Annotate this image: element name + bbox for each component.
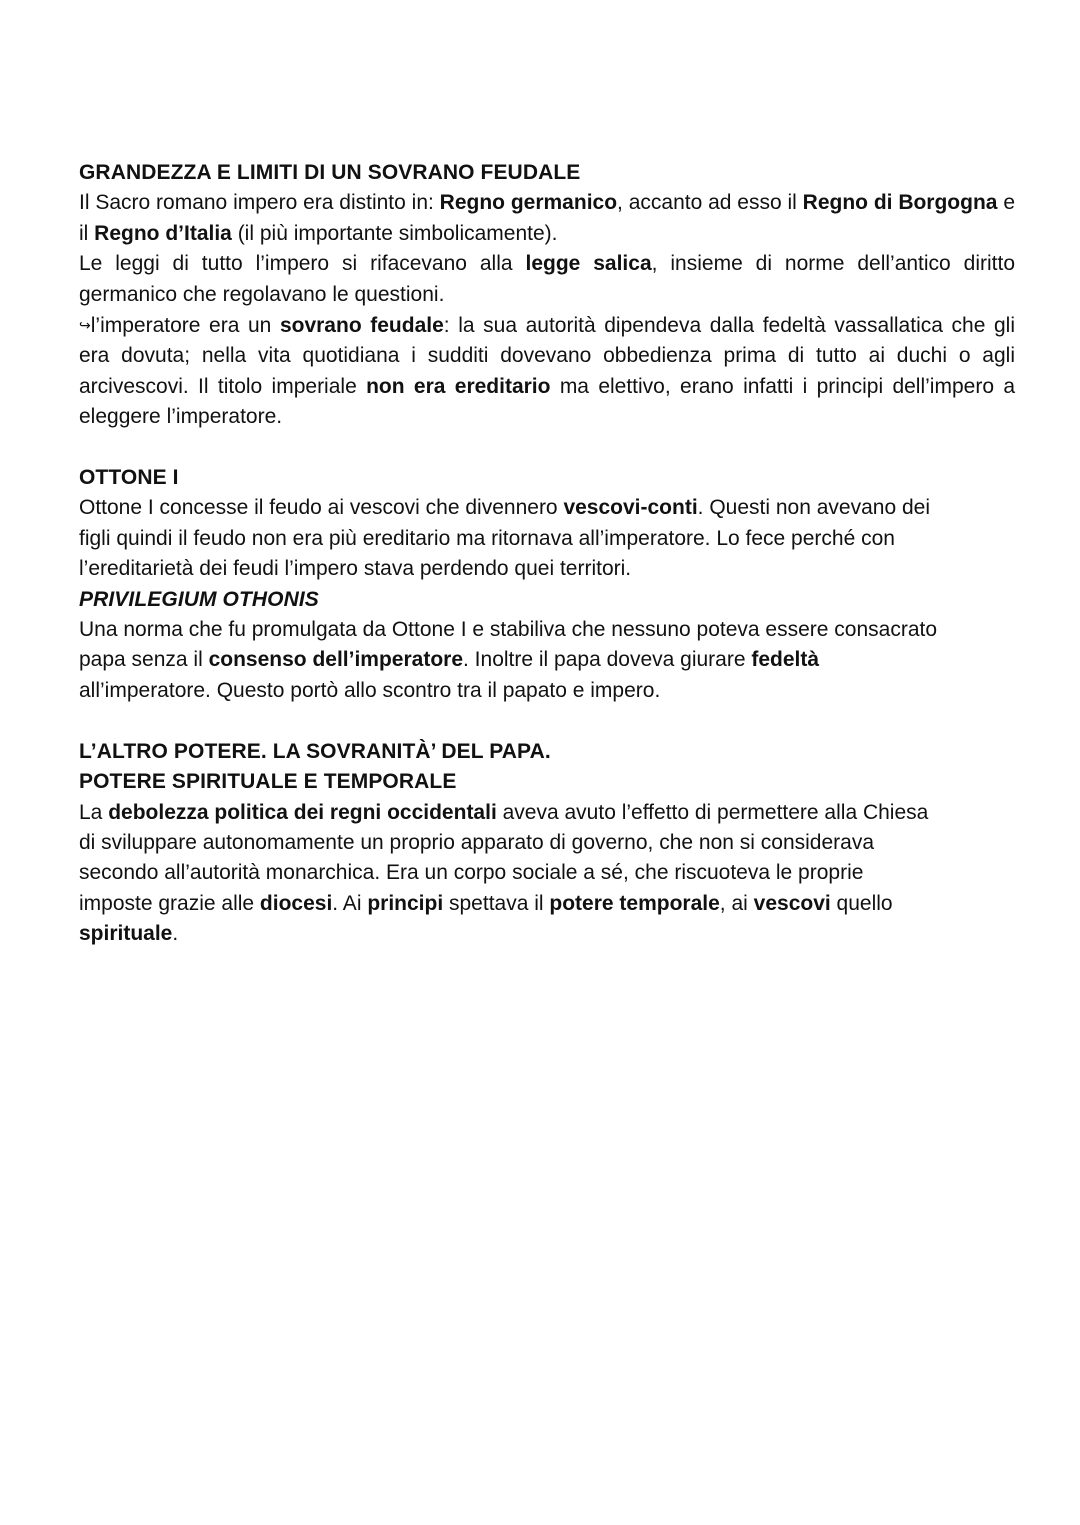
paragraph-imperatore-text <box>79 314 1015 428</box>
text-run: e il <box>79 191 1015 245</box>
text-run: : la sua autorità dipendeva dalla fedeltà vassallatica che gli era dovuta; nella vita quotidiana i sudditi dovevano obbedienza prima di tutto ai duchi o agli arcivescovi. Il titolo imperiale <box>79 314 1015 398</box>
text-run: spettava il <box>443 891 550 915</box>
bold-text: fedeltà <box>751 648 820 672</box>
spacer <box>79 433 1015 463</box>
bold-text: Regno di Borgogna <box>802 191 998 215</box>
text-run: ma elettivo, erano infatti i principi dell’impero a eleggere l’imperatore. <box>79 374 1016 429</box>
section-title-ottone: OTTONE I <box>79 466 179 490</box>
text-run: (il più importante simbolicamente). <box>231 221 558 245</box>
spacer <box>79 706 1015 736</box>
text-run: . Ai <box>332 891 368 915</box>
text-run: . Inoltre il papa doveva giurare <box>463 648 752 672</box>
paragraph-imperatore <box>79 310 1015 433</box>
text-run: . Questi non avevano dei figli quindi il feudo non era più ereditario ma ritornava all’imperatore. Lo fece perché con l’ereditarietà dei feudi l’impero stava perdendo quei territori. <box>79 496 930 581</box>
document-page <box>79 158 1015 950</box>
text-run: Il Sacro romano impero era distinto in: <box>79 191 440 215</box>
text-run: , accanto ad esso il <box>617 191 803 215</box>
text-run: La <box>79 800 109 824</box>
bold-text: spirituale <box>79 922 173 946</box>
bold-text: consenso dell’imperatore <box>208 648 464 672</box>
arrow-icon: ↪ <box>79 317 91 334</box>
bold-text: principi <box>367 891 444 915</box>
text-run: Ottone I concesse il feudo ai vescovi che divennero <box>79 496 564 520</box>
text-run: , ai <box>719 891 754 915</box>
text-run: all’imperatore. Questo portò allo scontro tra il papato e impero. <box>79 678 661 702</box>
bold-text: vescovi <box>753 891 831 915</box>
section-title-sovrano-feudale: GRANDEZZA E LIMITI DI UN SOVRANO FEUDALE <box>79 161 581 184</box>
paragraph-vescovi-conti <box>79 493 937 584</box>
text-run: . <box>172 922 179 946</box>
text-run: aveva avuto l’effetto di permettere alla Chiesa di sviluppare autonomamente un proprio apparato di governo, che non si considerava secondo all’autorità monarchica. Era un corpo sociale a sé, che riscuoteva le proprie imposte grazie alle <box>79 800 929 915</box>
paragraph-chiesa <box>79 798 937 950</box>
bold-text: legge salica <box>525 252 652 276</box>
text-run: Le leggi di tutto l’impero si rifacevano alla <box>79 252 526 276</box>
bold-text: debolezza politica dei regni occidentali <box>108 800 497 824</box>
bold-text: Regno germanico <box>439 191 618 215</box>
text-run: , insieme di norme dell’antico diritto germanico che regolavano le questioni. <box>79 252 1016 306</box>
bold-text: sovrano feudale <box>279 314 444 338</box>
text-run: l’imperatore era un <box>90 314 280 338</box>
bold-text: vescovi-conti <box>563 496 698 520</box>
text-run: quello <box>830 891 893 915</box>
paragraph-legge-salica <box>79 249 1015 310</box>
bold-text: Regno d’Italia <box>94 221 232 245</box>
bold-text: diocesi <box>259 891 333 915</box>
section-title-potere-spirituale: POTERE SPIRITUALE E TEMPORALE <box>79 770 457 794</box>
text-run: Una norma che fu promulgata da Ottone I e stabiliva che nessuno poteva essere consacrato papa senza il <box>79 618 938 672</box>
paragraph-privilegium <box>79 615 937 706</box>
subtitle-privilegium: PRIVILEGIUM OTHONIS <box>79 587 319 611</box>
paragraph-regni <box>79 188 1015 249</box>
bold-text: non era ereditario <box>366 374 551 398</box>
section-title-altro-potere: L’ALTRO POTERE. LA SOVRANITÀ’ DEL PAPA. <box>79 739 551 763</box>
bold-text: potere temporale <box>549 891 720 915</box>
